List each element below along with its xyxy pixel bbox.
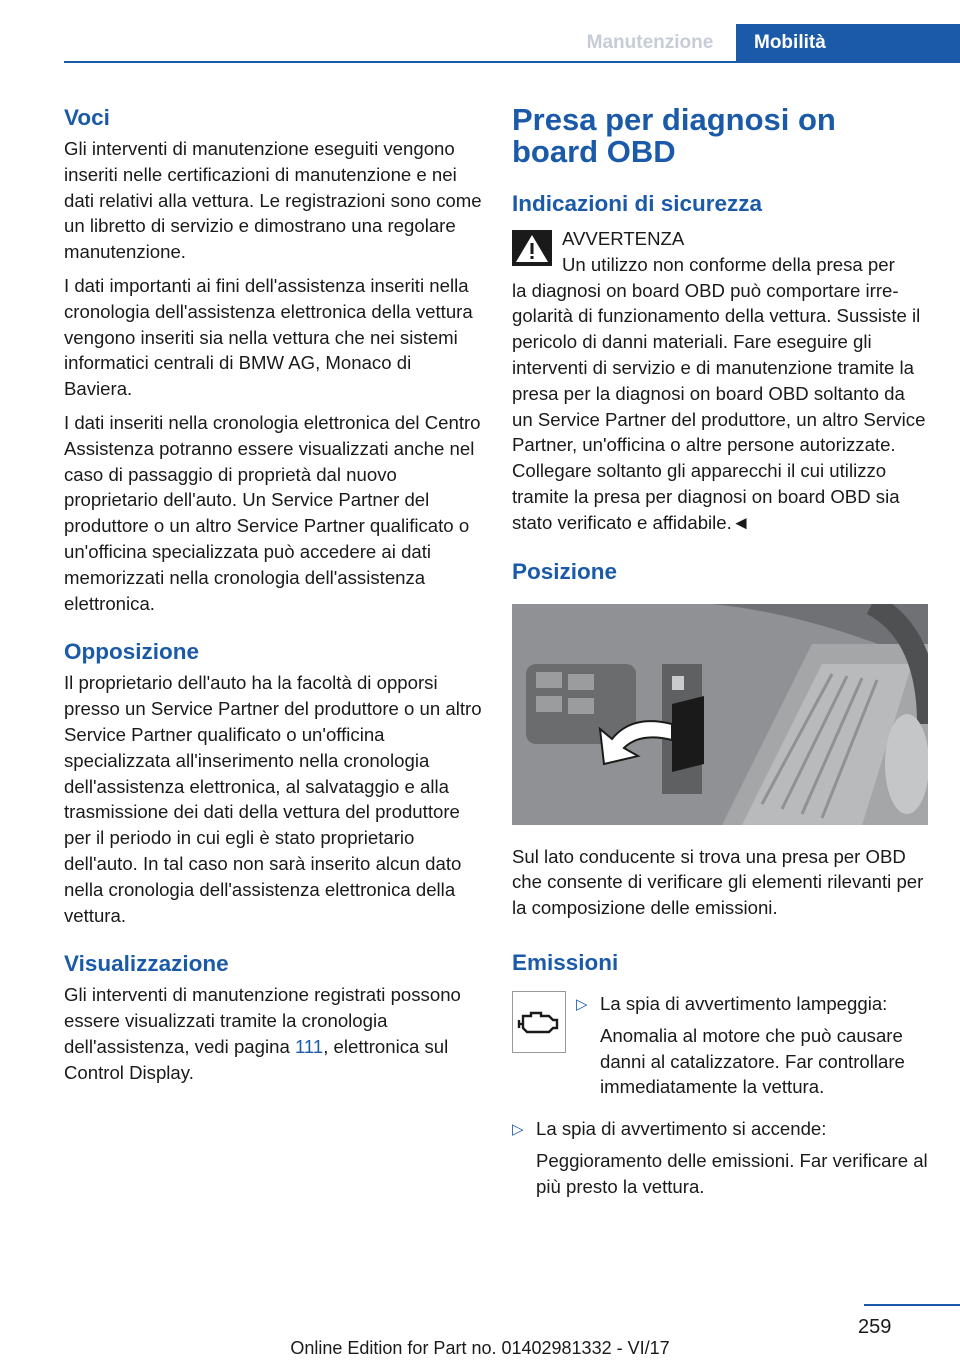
edition-footer: Online Edition for Part no. 01402981332 - VI/17: [290, 1338, 670, 1358]
left-column: [64, 104, 482, 1094]
voci-paragraph-3: I dati inseriti nella cronologia elettronica del Centro Assistenza potranno essere visualizzati anche nel caso di passaggio di proprietà dal nuovo proprietario dell'auto. Un Service Partner del produttore o un altro Service Partner qualificato o un'officina specializzata può accedere ai dati memorizzati nella cronologia dell'assistenza elettronica.: [64, 411, 481, 614]
warning-first-line: Un utilizzo non conforme della presa per: [562, 253, 895, 275]
footer-rule: [864, 1304, 960, 1306]
opposizione-heading: Opposizione: [64, 639, 199, 665]
opposizione-paragraph: Il proprietario dell'auto ha la facoltà di opporsi presso un Service Partner del produttore o un altro Service Partner qualificato o un'officina specializzata all'inserimento nella cronologia dell'assistenza elettronica, al salvataggio e alla trasmissione dei dati della vettura del produttore per il periodo in cui egli è stato proprietario dell'auto. In tal caso non sarà inserito alcun dato nella cronologia dell'assistenza elettronica della vettura.: [64, 672, 482, 926]
page-link-111[interactable]: 111: [294, 1035, 324, 1057]
warning-triangle-icon: [512, 230, 552, 266]
obd-location-photo: [512, 604, 928, 825]
vis-text-b: , elettronica sul Control Display.: [64, 1035, 449, 1083]
voci-paragraph-1: Gli interventi di manutenzione eseguiti vengono inseriti nelle certificazioni di manutenzione e nei dati relativi alla vettura. Le registrazioni sono come un libretto di servizio e dimostrano una regolare manutenzione.: [64, 138, 482, 263]
emission-item-flashing: [512, 991, 930, 1106]
emission-item-on: [512, 1116, 930, 1205]
page-number: 259: [858, 1316, 892, 1338]
right-column: [512, 104, 930, 1212]
em1-line2: Anomalia al motore che può causare danni al catalizzatore. Far controllare immediatamente la vettura.: [600, 1024, 905, 1098]
tab-mobilita[interactable]: Mobilità: [736, 24, 960, 62]
warning-block: [512, 226, 930, 536]
bullet-arrow-icon: ▷: [576, 995, 588, 1013]
warning-label: AVVERTENZA: [562, 228, 685, 249]
safety-heading: Indicazioni di sicurezza: [512, 191, 763, 216]
visualizzazione-paragraph: [64, 982, 482, 1085]
vis-text-a: Gli interventi di manutenzione registrati possono essere visualizzati tramite la cronologia dell'assistenza, vedi pagina: [64, 984, 461, 1057]
em2-line1: La spia di avvertimento si accende:: [536, 1118, 827, 1140]
tab-manutenzione[interactable]: Manutenzione: [586, 32, 714, 53]
bullet-arrow-icon: ▷: [512, 1121, 524, 1139]
voci-paragraph-2: I dati importanti ai fini dell'assistenza inseriti nella cronologia dell'assistenza elettronica della vettura vengono inseriti sia nella vettura che nei sistemi informatici centrali di BMW AG, Monaco di Baviera.: [64, 274, 473, 400]
obd-title: Presa per diagnosi on board OBD: [512, 102, 836, 169]
posizione-paragraph: Sul lato conducente si trova una presa per OBD che consente di verificare gli elementi rilevanti per la composizione delle emissioni.: [512, 845, 924, 919]
em1-line1: La spia di avvertimento lampeggia:: [600, 992, 888, 1014]
emissioni-heading: Emissioni: [512, 949, 619, 975]
engine-check-icon: [512, 991, 566, 1053]
voci-heading: Voci: [64, 105, 110, 130]
em2-line2: Peggioramento delle emissioni. Far verificare al più presto la vettura.: [536, 1149, 928, 1197]
warning-rest: la diagnosi on board OBD può comportare irregolarità di funzionamento della vettura. Sussiste il pericolo di danni materiali. Fare eseguire gli interventi di servizio e di manutenzione tramite la presa per la diagnosi on board OBD soltanto da un Service Partner del produttore, un altro Service Partner, un'officina o altre persone autorizzate. Collegare soltanto gli apparecchi il cui utilizzo tramite la presa per diagnosi on board OBD sia stato verificato e affidabile.◄: [512, 279, 926, 533]
visualizzazione-heading: Visualizzazione: [64, 951, 229, 977]
warning-text: [512, 252, 930, 536]
posizione-heading: Posizione: [512, 558, 618, 584]
